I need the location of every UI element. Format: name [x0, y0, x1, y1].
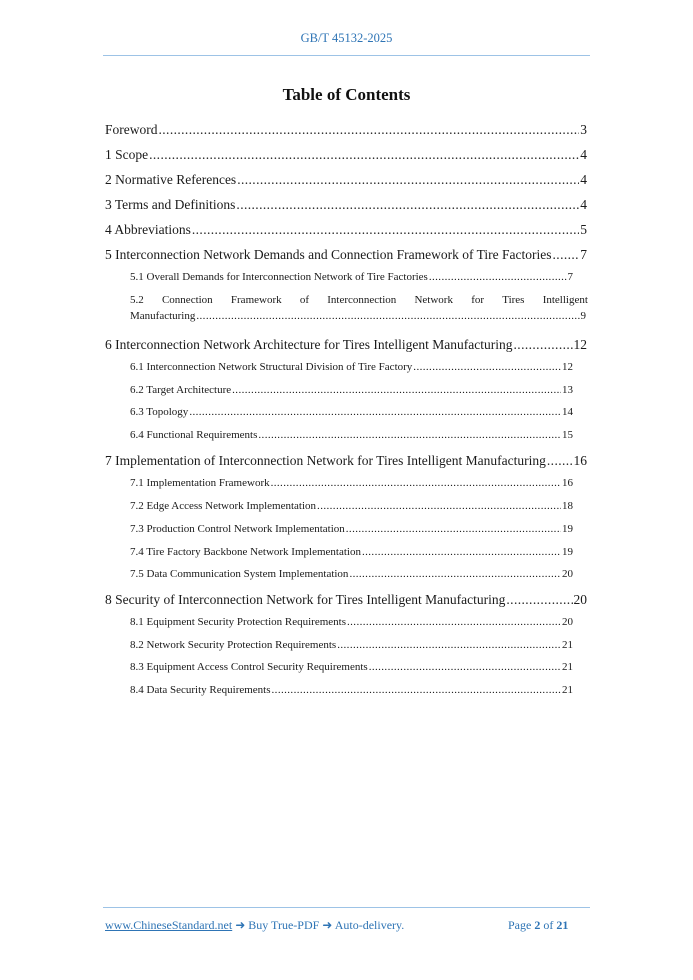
toc-entry-label: 3 Terms and Definitions	[105, 197, 236, 212]
footer-promo	[105, 918, 404, 933]
toc-entry-page: 20	[562, 568, 573, 580]
toc-entry-page: 4	[580, 197, 587, 212]
toc-entry-page: 4	[580, 147, 587, 162]
toc-entry-scope[interactable]	[105, 147, 587, 163]
toc-entry-normative-references[interactable]	[105, 172, 587, 188]
toc-entry-section-7[interactable]	[105, 453, 587, 469]
dot-leader	[236, 197, 579, 213]
toc-word: Network	[414, 294, 453, 306]
toc-entry-page: 4	[580, 172, 587, 187]
toc-entry-page: 15	[562, 429, 573, 441]
toc-entry-page: 12	[573, 337, 587, 352]
header-divider	[103, 55, 590, 56]
dot-leader	[337, 639, 561, 651]
toc-word: Interconnection	[327, 294, 397, 306]
toc-entry-label: 6.4 Functional Requirements	[130, 429, 258, 441]
toc-entry-label: 6.2 Target Architecture	[130, 384, 232, 396]
page-total: 21	[556, 918, 569, 932]
page-current: 2	[534, 918, 541, 932]
footer-divider	[103, 907, 590, 908]
dot-leader	[349, 568, 561, 580]
toc-entry-5-2[interactable]	[130, 294, 588, 322]
toc-entry-page: 7	[567, 271, 573, 283]
toc-entry-section-6[interactable]	[105, 337, 587, 353]
toc-entry-page: 14	[562, 406, 573, 418]
dot-leader	[346, 523, 561, 535]
toc-entry-label: 8 Security of Interconnection Network for Tires Intelligent Manufacturing	[105, 592, 506, 607]
toc-word: 5.2	[130, 294, 144, 306]
toc-entry-page: 9	[580, 310, 586, 322]
toc-word: Tires	[502, 294, 525, 306]
dot-leader	[271, 477, 561, 489]
dot-leader	[413, 361, 561, 373]
dot-leader	[149, 147, 579, 163]
toc-entry-page: 21	[562, 639, 573, 651]
toc-entry-page: 7	[580, 247, 587, 262]
toc-entry-label: 5.1 Overall Demands for Interconnection Network of Tire Factories	[130, 271, 428, 283]
toc-entry-5-1[interactable]	[130, 271, 573, 283]
toc-entry-label: 7.5 Data Communication System Implementation	[130, 568, 349, 580]
dot-leader	[369, 661, 561, 673]
toc-entry-terms-definitions[interactable]	[105, 197, 587, 213]
document-header-code: GB/T 45132-2025	[300, 31, 393, 45]
page-title: Table of Contents	[282, 85, 411, 104]
toc-entry-label-line2	[130, 310, 586, 322]
toc-entry-page: 19	[562, 523, 573, 535]
dot-leader	[347, 616, 561, 628]
toc-entry-label: 6 Interconnection Network Architecture for Tires Intelligent Manufacturing	[105, 337, 513, 352]
site-link[interactable]: www.ChineseStandard.net	[105, 918, 233, 932]
toc-entry-8-4[interactable]	[130, 684, 573, 696]
dot-leader	[272, 684, 561, 696]
toc-entry-8-2[interactable]	[130, 639, 573, 651]
toc-entry-label: 6.3 Topology	[130, 406, 189, 418]
dot-leader	[547, 453, 573, 469]
toc-entry-8-1[interactable]	[130, 616, 573, 628]
toc-entry-7-4[interactable]	[130, 546, 573, 558]
toc-entry-page: 16	[562, 477, 573, 489]
dot-leader	[192, 222, 579, 238]
toc-entry-label: 7 Implementation of Interconnection Network for Tires Intelligent Manufacturing	[105, 453, 546, 468]
toc-entry-label: 7.3 Production Control Network Implementation	[130, 523, 345, 535]
toc-entry-page: 21	[562, 684, 573, 696]
toc-entry-7-3[interactable]	[130, 523, 573, 535]
toc-entry-page: 12	[562, 361, 573, 373]
toc-entry-page: 19	[562, 546, 573, 558]
toc-word: for	[471, 294, 485, 306]
toc-entry-foreword[interactable]	[105, 122, 587, 138]
toc-entry-label-line1	[130, 294, 588, 306]
toc-entry-page: 20	[573, 592, 587, 607]
toc-entry-6-2[interactable]	[130, 384, 573, 396]
dot-leader	[159, 122, 580, 138]
page-number	[508, 918, 568, 933]
toc-entry-page: 18	[562, 500, 573, 512]
toc-entry-page: 21	[562, 661, 573, 673]
toc-entry-page: 5	[580, 222, 587, 237]
toc-entry-6-4[interactable]	[130, 429, 573, 441]
toc-word: Framework	[230, 294, 282, 306]
toc-entry-label: Foreword	[105, 122, 158, 137]
toc-entry-label: 8.4 Data Security Requirements	[130, 684, 271, 696]
dot-leader	[553, 247, 580, 263]
toc-entry-label: 8.1 Equipment Security Protection Requirements	[130, 616, 346, 628]
toc-word: of	[299, 294, 310, 306]
page-prefix: Page	[508, 918, 532, 932]
toc-entry-label: 7.1 Implementation Framework	[130, 477, 270, 489]
toc-entry-7-1[interactable]	[130, 477, 573, 489]
toc-entry-section-8[interactable]	[105, 592, 587, 608]
toc-entry-section-5[interactable]	[105, 247, 587, 263]
dot-leader	[506, 592, 572, 608]
toc-entry-8-3[interactable]	[130, 661, 573, 673]
toc-entry-7-5[interactable]	[130, 568, 573, 580]
toc-entry-page: 13	[562, 384, 573, 396]
toc-entry-label: 4 Abbreviations	[105, 222, 191, 237]
toc-entry-label: 7.2 Edge Access Network Implementation	[130, 500, 317, 512]
right-arrow-icon: ➜	[235, 918, 246, 932]
toc-entry-label: 8.3 Equipment Access Control Security Requirements	[130, 661, 368, 673]
toc-entry-label: 8.2 Network Security Protection Requirements	[130, 639, 337, 651]
toc-entry-7-2[interactable]	[130, 500, 573, 512]
toc-entry-6-1[interactable]	[130, 361, 573, 373]
toc-entry-6-3[interactable]	[130, 406, 573, 418]
toc-word: Connection	[161, 294, 213, 306]
dot-leader	[189, 406, 561, 418]
toc-entry-page: 3	[580, 122, 587, 137]
toc-entry-label: 1 Scope	[105, 147, 149, 162]
buy-text: Buy True-PDF	[248, 918, 320, 932]
dot-leader	[317, 500, 561, 512]
dot-leader	[237, 172, 579, 188]
toc-entry-label: 2 Normative References	[105, 172, 237, 187]
toc-entry-page: 16	[573, 453, 587, 468]
toc-entry-page: 20	[562, 616, 573, 628]
toc-word: Intelligent	[542, 294, 588, 306]
toc-entry-label: 7.4 Tire Factory Backbone Network Implementation	[130, 546, 361, 558]
delivery-text: Auto-delivery.	[334, 918, 405, 932]
toc-entry-label: 6.1 Interconnection Network Structural Division of Tire Factory	[130, 361, 413, 373]
dot-leader	[232, 384, 561, 396]
toc-entry-abbreviations[interactable]	[105, 222, 587, 238]
page-of: of	[543, 918, 554, 932]
dot-leader	[258, 429, 561, 441]
dot-leader	[196, 310, 579, 322]
dot-leader	[514, 337, 573, 353]
right-arrow-icon: ➜	[322, 918, 333, 932]
dot-leader	[429, 271, 567, 283]
toc-entry-label: Manufacturing	[130, 310, 196, 322]
dot-leader	[362, 546, 561, 558]
toc-entry-label: 5 Interconnection Network Demands and Connection Framework of Tire Factories	[105, 247, 552, 262]
